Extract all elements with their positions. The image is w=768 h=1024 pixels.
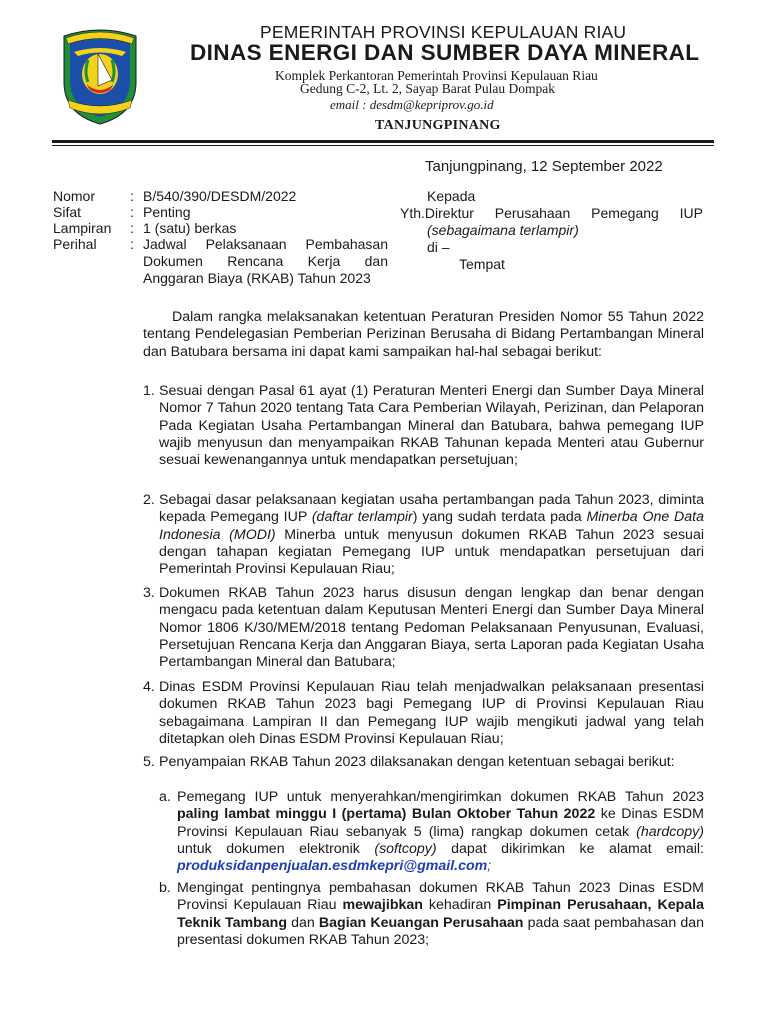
recipient-note: (sebagaimana terlampir) [427, 222, 579, 238]
recipient-line [400, 205, 703, 222]
lampiran-label: Lampiran [53, 220, 112, 236]
government-name: PEMERINTAH PROVINSI KEPULAUAN RIAU [260, 22, 627, 42]
perihal-colon: : [130, 236, 134, 252]
item-number: 5. [143, 754, 155, 770]
address-line-2: Gedung C-2, Lt. 2, Sayap Barat Pulau Dompak [300, 81, 555, 96]
sub-item-text: Pemegang IUP untuk menyerahkan/mengirimkan dokumen RKAB Tahun 2023 paling lambat minggu I (pertama) Bulan Oktober Tahun 2022 ke Dinas ESDM Provinsi Kepulauan Riau sebanyak 5 (lima) rangkap dokumen cetak (hardcopy) untuk dokumen elektronik (softcopy) dapat dikirimkan ke alamat email: produksidanpenjualan.esdmkepri@gmail.com; [177, 789, 704, 875]
sifat-label: Sifat [53, 204, 82, 220]
nomor-colon: : [130, 188, 134, 204]
nomor-label: Nomor [53, 188, 96, 204]
item-text: Dinas ESDM Provinsi Kepulauan Riau telah menjadwalkan pelaksanaan presentasi dokumen RKAB Tahun 2023 bagi Pemegang IUP di Provinsi Kepulauan Riau sebagaimana Lampiran II dan Pemegang IUP wajib mengikuti jadwal yang telah ditetapkan oleh Dinas ESDM Provinsi Kepulauan Riau; [159, 679, 704, 747]
sub-item-letter: a. [159, 789, 171, 805]
list-item [143, 383, 704, 469]
recipient-di: di – [427, 239, 450, 255]
address-line-1: Komplek Perkantoran Pemerintah Provinsi Kepulauan Riau [275, 68, 598, 83]
agency-name: DINAS ENERGI DAN SUMBER DAYA MINERAL [190, 40, 700, 65]
recipient-kepada: Kepada [427, 188, 476, 204]
perihal-label: Perihal [53, 236, 97, 252]
letter-date: Tanjungpinang, 12 September 2022 [425, 158, 663, 175]
lampiran-colon: : [130, 220, 134, 236]
recipient-addressee: Direktur Perusahaan Pemegang IUP [424, 205, 703, 221]
intro-paragraph: Dalam rangka melaksanakan ketentuan Peraturan Presiden Nomor 55 Tahun 2022 tentang Pendelegasian Pemberian Perizinan Berusaha di Bidang Pertambangan Mineral dan Batubara bersama ini dapat kami sampaikan hal-hal sebagai berikut: [143, 309, 704, 360]
sub-list-item [159, 880, 704, 949]
item-text: Dokumen RKAB Tahun 2023 harus disusun dengan lengkap dan benar dengan mengacu pada ketentuan dalam Keputusan Menteri Energi dan Sumber Daya Mineral Nomor 1806 K/30/MEM/2018 tentang Pedoman Pelaksanaan Penyusunan, Evaluasi, Persetujuan Rencana Kerja dan Anggaran Biaya, serta Laporan pada Kegiatan Usaha Pertambangan Mineral dan Batubara; [159, 585, 704, 671]
item-text: Penyampaian RKAB Tahun 2023 dilaksanakan dengan ketentuan sebagai berikut: [159, 754, 675, 770]
item-number: 4. [143, 679, 155, 695]
item-text: Sesuai dengan Pasal 61 ayat (1) Peraturan Menteri Energi dan Sumber Daya Mineral Nomor 7 Tahun 2020 tentang Tata Cara Pemberian Wilayah, Perizinan, dan Pelaporan Pada Kegiatan Usaha Pertambangan Mineral dan Batubara, bahwa pemegang IUP wajib menyusun dan menyampaikan RKAB Tahunan kepada Menteri atau Gubernur sesuai kewenangannya untuk mendapatkan persetujuan; [159, 383, 704, 469]
agency-email: email : desdm@kepriprov.go.id [330, 97, 494, 112]
item-number: 1. [143, 383, 155, 399]
letterhead-divider-thin [52, 145, 714, 146]
sifat-colon: : [130, 204, 134, 220]
letterhead-city: TANJUNGPINANG [375, 118, 501, 133]
letterhead-divider-thick [52, 140, 714, 143]
nomor-value: B/540/390/DESDM/2022 [143, 188, 297, 204]
list-item [143, 585, 704, 671]
sub-item-text: Mengingat pentingnya pembahasan dokumen RKAB Tahun 2023 Dinas ESDM Provinsi Kepulauan Riau mewajibkan kehadiran Pimpinan Perusahaan, Kepala Teknik Tambang dan Bagian Keuangan Perusahaan pada saat pembahasan dan presentasi dokumen RKAB Tahun 2023; [177, 880, 705, 948]
recipient-block [400, 188, 703, 273]
item-number: 2. [143, 492, 155, 508]
item-text: Sebagai dasar pelaksanaan kegiatan usaha pertambangan pada Tahun 2023, diminta kepada Pemegang IUP (daftar terlampir) yang sudah terdata pada Minerba One Data Indonesia (MODI) Minerba untuk menyusun dokumen RKAB Tahun 2023 sesuai dengan tahapan kegiatan Pemegang IUP untuk mendapatkan persetujuan dari Pemerintah Provinsi Kepulauan Riau; [159, 492, 704, 578]
list-item [143, 679, 704, 748]
lampiran-value: 1 (satu) berkas [143, 220, 237, 236]
item-number: 3. [143, 585, 155, 601]
contact-email-link[interactable]: produksidanpenjualan.esdmkepri@gmail.com [177, 858, 488, 875]
sub-list-item [159, 789, 704, 875]
provincial-crest-icon [58, 22, 142, 126]
sub-item-letter: b. [159, 880, 171, 896]
recipient-tempat: Tempat [459, 256, 505, 272]
list-item [143, 754, 704, 771]
recipient-yth: Yth. [400, 205, 425, 221]
sifat-value: Penting [143, 204, 191, 220]
list-item [143, 492, 704, 578]
perihal-value: Jadwal Pelaksanaan Pembahasan Dokumen Rencana Kerja dan Anggaran Biaya (RKAB) Tahun 2023 [143, 236, 388, 286]
